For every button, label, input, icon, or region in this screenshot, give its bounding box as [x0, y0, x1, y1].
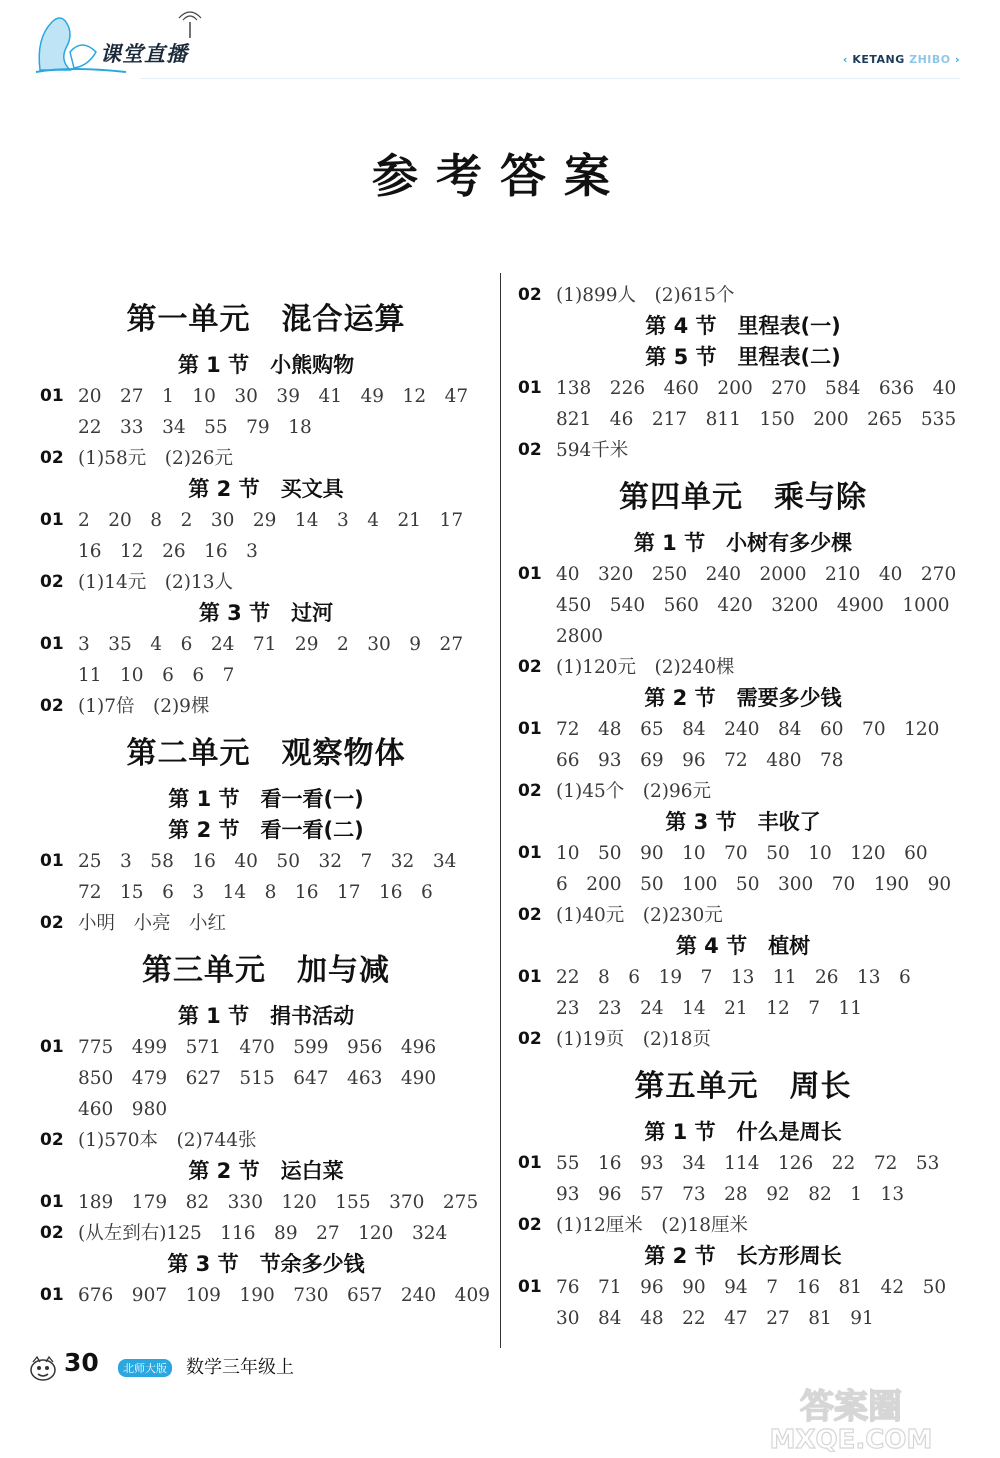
answer-row — [518, 714, 968, 776]
answer-line: (1)40元 (2)230元 — [556, 905, 723, 926]
answer-line: 72 15 6 3 14 8 16 17 16 6 — [78, 882, 433, 903]
arrow-left-icon: ‹ — [842, 53, 848, 66]
answer-line: 22 33 34 55 79 18 — [78, 417, 312, 438]
answer-line: (从左到右)125 116 89 27 120 324 — [78, 1223, 448, 1244]
question-number: 02 — [518, 1029, 542, 1049]
unit-heading: 第一单元 混合运算 — [126, 302, 406, 337]
watermark-cn: 答案圈 — [800, 1387, 902, 1427]
answer-line: 72 48 65 84 240 84 60 70 120 — [556, 719, 940, 740]
answer-row — [518, 435, 968, 466]
question-number: 01 — [518, 378, 542, 398]
watermark-logo-icon — [726, 1382, 976, 1452]
question-number: 02 — [518, 1215, 542, 1235]
question-number: 01 — [518, 967, 542, 987]
answer-line: 189 179 82 330 120 155 370 275 — [78, 1192, 479, 1213]
answer-line: 23 23 24 14 21 12 7 11 — [556, 998, 863, 1019]
question-number: 01 — [40, 634, 64, 654]
question-number: 01 — [518, 1277, 542, 1297]
page-number: 30 — [64, 1348, 99, 1377]
answer-line: 850 479 627 515 647 463 490 — [78, 1068, 437, 1089]
answer-row — [40, 846, 492, 908]
question-number: 02 — [40, 1223, 64, 1243]
answer-line: 40 320 250 240 2000 210 40 270 — [556, 564, 957, 585]
section-heading: 第 2 节 买文具 — [188, 477, 344, 501]
section-heading: 第 4 节 里程表(一) — [645, 314, 841, 338]
section-heading: 第 1 节 什么是周长 — [644, 1120, 842, 1144]
answer-row — [40, 1218, 492, 1249]
answer-row — [518, 1210, 968, 1241]
arrow-right-icon: › — [954, 53, 960, 66]
answer-line: (1)570本 (2)744张 — [78, 1130, 257, 1151]
right-column — [518, 280, 968, 1334]
answer-line: 30 84 48 22 47 27 81 91 — [556, 1308, 874, 1329]
answer-line: (1)19页 (2)18页 — [556, 1029, 711, 1050]
question-number: 02 — [40, 913, 64, 933]
answer-line: 25 3 58 16 40 50 32 7 32 34 — [78, 851, 457, 872]
answer-row — [518, 373, 968, 435]
question-number: 02 — [40, 1130, 64, 1150]
brand-en-word-2: ZHIBO — [909, 53, 951, 66]
answer-line: 16 12 26 16 3 — [78, 541, 258, 562]
section-heading: 第 3 节 丰收了 — [665, 810, 821, 834]
section-heading: 第 3 节 过河 — [198, 601, 334, 625]
watermark — [726, 1382, 976, 1452]
question-number: 02 — [40, 696, 64, 716]
answer-line: 2800 — [556, 626, 604, 647]
question-number: 01 — [40, 1192, 64, 1212]
section-heading: 第 2 节 长方形周长 — [644, 1244, 842, 1268]
edition-badge: 北师大版 — [118, 1359, 172, 1377]
question-number: 02 — [40, 572, 64, 592]
section-heading: 第 5 节 里程表(二) — [645, 345, 841, 369]
answer-line: 460 980 — [78, 1099, 168, 1120]
answer-line: 76 71 96 90 94 7 16 81 42 50 — [556, 1277, 947, 1298]
answer-row — [518, 838, 968, 900]
answer-line: 22 8 6 19 7 13 11 26 13 6 — [556, 967, 911, 988]
section-heading: 第 3 节 节余多少钱 — [167, 1252, 365, 1276]
header-rule — [140, 78, 960, 79]
book-grade: 数学三年级上 — [186, 1357, 294, 1378]
section-heading: 第 1 节 小树有多少棵 — [633, 531, 853, 555]
question-number: 01 — [40, 1285, 64, 1305]
section-heading: 第 2 节 需要多少钱 — [644, 686, 842, 710]
answer-line: 6 200 50 100 50 300 70 190 90 — [556, 874, 952, 895]
answer-line: 450 540 560 420 3200 4900 1000 — [556, 595, 950, 616]
answer-line: 11 10 6 6 7 — [78, 665, 235, 686]
page-title: 参考答案 — [372, 149, 628, 203]
brand-english — [843, 53, 960, 66]
column-divider — [500, 273, 501, 1348]
section-heading: 第 1 节 捐书活动 — [177, 1004, 355, 1028]
answer-row — [40, 1280, 492, 1311]
answer-line: (1)899人 (2)615个 — [556, 285, 735, 306]
answer-line: (1)7倍 (2)9棵 — [78, 696, 210, 717]
answer-line: 55 16 93 34 114 126 22 72 53 — [556, 1153, 940, 1174]
question-number: 02 — [518, 905, 542, 925]
answer-line: 20 27 1 10 30 39 41 49 12 47 — [78, 386, 469, 407]
answer-line: 775 499 571 470 599 956 496 — [78, 1037, 437, 1058]
unit-heading: 第五单元 周长 — [634, 1069, 852, 1104]
answer-row — [40, 691, 492, 722]
section-heading: 第 1 节 看一看(一) — [168, 787, 364, 811]
unit-heading: 第三单元 加与减 — [142, 953, 390, 988]
question-number: 02 — [40, 448, 64, 468]
answer-row — [40, 443, 492, 474]
answer-row — [518, 776, 968, 807]
answer-line: (1)120元 (2)240棵 — [556, 657, 735, 678]
answer-row — [518, 1272, 968, 1334]
logo-text: 课堂直播 — [100, 42, 188, 66]
answer-line: (1)58元 (2)26元 — [78, 448, 233, 469]
question-number: 02 — [518, 657, 542, 677]
answer-line: 821 46 217 811 150 200 265 535 — [556, 409, 957, 430]
question-number: 01 — [40, 851, 64, 871]
unit-heading: 第二单元 观察物体 — [126, 736, 406, 771]
watermark-en: MXQE.COM — [769, 1425, 933, 1452]
left-column — [40, 280, 492, 1311]
question-number: 01 — [518, 719, 542, 739]
answer-line: 2 20 8 2 30 29 14 3 4 21 17 — [78, 510, 464, 531]
question-number: 01 — [518, 1153, 542, 1173]
answer-line: 3 35 4 6 24 71 29 2 30 9 27 — [78, 634, 464, 655]
answer-row — [40, 1187, 492, 1218]
answer-line: 小明 小亮 小红 — [78, 913, 227, 934]
answer-row — [518, 280, 968, 311]
question-number: 01 — [518, 843, 542, 863]
answer-line: 10 50 90 10 70 50 10 120 60 — [556, 843, 928, 864]
answer-row — [518, 1148, 968, 1210]
answer-row — [40, 567, 492, 598]
answer-row — [518, 1024, 968, 1055]
brand-en-word-1: KETANG — [852, 53, 905, 66]
answer-row — [40, 908, 492, 939]
answer-row — [40, 505, 492, 567]
question-number: 01 — [40, 386, 64, 406]
question-number: 01 — [518, 564, 542, 584]
answer-row — [518, 962, 968, 1024]
section-heading: 第 1 节 小熊购物 — [177, 353, 355, 377]
answer-line: 138 226 460 200 270 584 636 40 — [556, 378, 957, 399]
answer-line: (1)45个 (2)96元 — [556, 781, 711, 802]
question-number: 02 — [518, 285, 542, 305]
mascot-icon — [28, 1354, 58, 1382]
answer-line: 66 93 69 96 72 480 78 — [556, 750, 844, 771]
answer-line: (1)12厘米 (2)18厘米 — [556, 1215, 748, 1236]
question-number: 02 — [518, 440, 542, 460]
answer-row — [40, 629, 492, 691]
section-heading: 第 2 节 运白菜 — [188, 1159, 344, 1183]
answer-line: (1)14元 (2)13人 — [78, 572, 233, 593]
section-heading: 第 2 节 看一看(二) — [168, 818, 364, 842]
unit-heading: 第四单元 乘与除 — [619, 480, 867, 515]
answer-row — [40, 1032, 492, 1125]
answer-line: 93 96 57 73 28 92 82 1 13 — [556, 1184, 905, 1205]
answer-line: 594千米 — [556, 440, 629, 461]
answer-row — [40, 1125, 492, 1156]
answer-row — [40, 381, 492, 443]
answer-line: 676 907 109 190 730 657 240 409 — [78, 1285, 490, 1306]
question-number: 01 — [40, 510, 64, 530]
answer-row — [518, 652, 968, 683]
question-number: 01 — [40, 1037, 64, 1057]
answer-row — [518, 559, 968, 652]
question-number: 02 — [518, 781, 542, 801]
answer-row — [518, 900, 968, 931]
section-heading: 第 4 节 植树 — [675, 934, 811, 958]
